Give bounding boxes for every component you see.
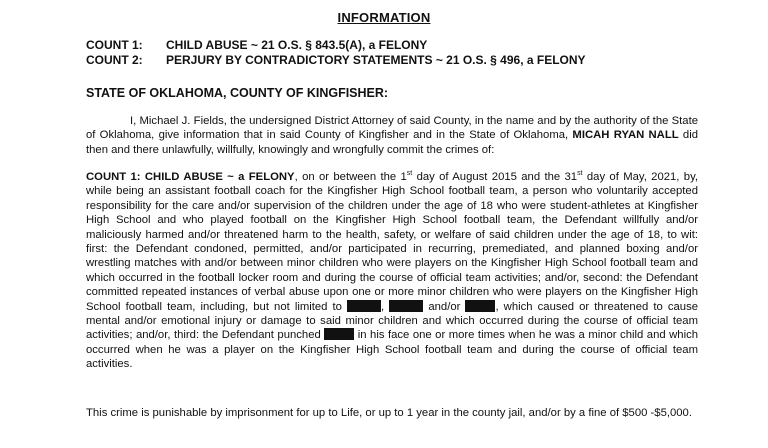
count-1-label: COUNT 1: <box>86 38 143 52</box>
redaction-block <box>347 300 381 312</box>
document-title: INFORMATION <box>337 10 431 25</box>
count-1-text-c: day of May, 2021, by, while being an assistant football coach for the Kingfisher High School football team, a person who voluntarily accepted responsibility for the care and/or supervision of the children under the age of 18 who were student-athletes at Kingfisher High School and who played football on the Kingfisher High School football team, the Defendant willfully and/or maliciously harmed and/or threatened harm to the health, safety, or welfare of said children under the age of 18, to wit: first: the Defendant condoned, permitted, and/or participated in recurring, premediated, and planned boxing and/or wrestling matches with and/or between minor children who were players on the Kingfisher High School football team and which occurred in the football locker room and during the course of official team activities; and/or, second: the Defendant committed repeated instances of verbal abuse upon one or more minor children who were players on the Kingfisher High School football team, including, but not limited to <box>86 171 699 313</box>
ordinal-suffix: st <box>406 170 413 178</box>
count-1-text-b: day of August 2015 and the 31 <box>412 171 578 183</box>
redaction-block <box>389 300 423 312</box>
count-1-line <box>86 38 427 52</box>
intro-text-1: I, Michael J. Fields, the undersigned District Attorney of said County, in the name and by the authority of the State of Oklahoma, give information that in said County of Kingfisher and in the State of Oklahoma, <box>86 115 698 142</box>
redaction-block <box>465 300 495 312</box>
count-1-text-g: in his face one or more times when he was a minor child and which occurred when he was a player on the Kingfisher High School football team and during the course of official team activities. <box>86 329 699 371</box>
redaction-block <box>324 328 354 340</box>
penalty-paragraph: This crime is punishable by imprisonment for up to Life, or up to 1 year in the county jail, and/or by a fine of $500 -$5,000. <box>86 407 692 419</box>
count-2-line <box>86 53 586 67</box>
count-2-charge: PERJURY BY CONTRADICTORY STATEMENTS ~ 21 O.S. § 496, a FELONY <box>166 53 586 67</box>
intro-text-2: did then and there unlawfully, willfully, knowingly and wrongfully commit the crimes of: <box>86 129 698 156</box>
count-1-heading: COUNT 1: CHILD ABUSE ~ a FELONY <box>86 171 295 183</box>
count-1-text-f: , which caused or threatened to cause mental and/or emotional injury or damage to said minor children and which occurred during the course of official team activities; and/or, third: the Defendant punched <box>86 300 698 342</box>
count-1-paragraph <box>86 170 698 372</box>
ordinal-suffix: st <box>577 170 583 178</box>
intro-paragraph <box>86 114 698 157</box>
count-1-text-e: and/or <box>428 300 461 313</box>
defendant-name: MICAH RYAN NALL <box>572 129 679 142</box>
state-county-line: STATE OF OKLAHOMA, COUNTY OF KINGFISHER: <box>86 86 389 100</box>
count-1-charge: CHILD ABUSE ~ 21 O.S. § 843.5(A), a FELONY <box>166 38 428 52</box>
count-1-text-a: , on or between the 1 <box>294 171 407 183</box>
count-1-text-d: , <box>381 300 385 313</box>
count-2-label: COUNT 2: <box>86 53 143 67</box>
